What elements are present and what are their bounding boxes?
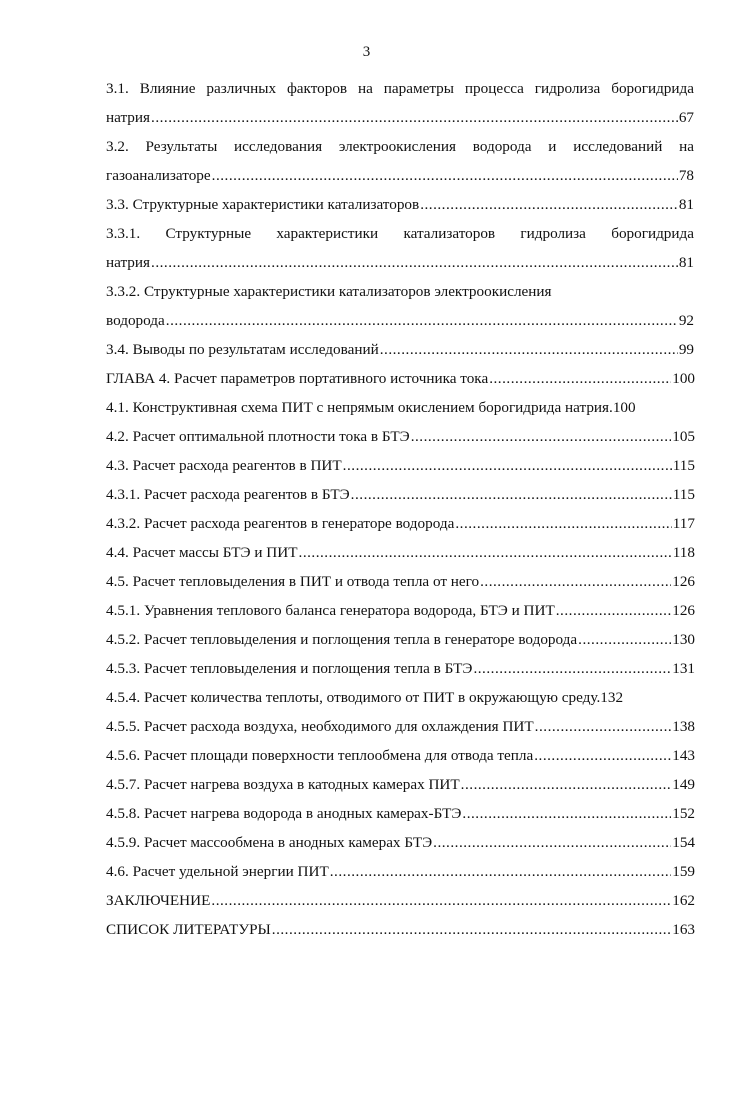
toc-entry-title: 4.5. Расчет тепловыделения в ПИТ и отвода тепла от него: [106, 573, 480, 590]
toc-entry-title: 3.1. Влияние различных факторов на параметры процесса гидролиза борогидрида: [106, 80, 694, 97]
toc-entry-4-4[interactable]: [106, 538, 695, 567]
toc-entry-4-5-1[interactable]: [106, 596, 695, 625]
toc-page-number: 131: [672, 660, 695, 677]
toc-entry-title: 4.6. Расчет удельной энергии ПИТ: [106, 863, 329, 880]
leader-dots: [212, 161, 678, 190]
leader-dots: [420, 190, 678, 219]
leader-dots: [299, 538, 672, 567]
toc-entry-title: 3.4. Выводы по результатам исследований: [106, 341, 379, 358]
toc-entry-4-2[interactable]: [106, 422, 695, 451]
toc-entry-title: ЗАКЛЮЧЕНИЕ: [106, 892, 211, 909]
toc-page-number: 100: [612, 399, 636, 416]
toc-entry-4-5-4[interactable]: [106, 683, 695, 712]
toc-page-number: 130: [672, 631, 695, 648]
toc-entry-title: 4.2. Расчет оптимальной плотности тока в БТЭ: [106, 428, 410, 445]
toc-page-number: 143: [672, 747, 695, 764]
toc-entry-title: 3.3. Структурные характеристики катализаторов: [106, 196, 420, 213]
toc-page-number: 99: [678, 341, 694, 358]
toc-entry-title: 4.4. Расчет массы БТЭ и ПИТ: [106, 544, 298, 561]
toc-entry-3-3-1[interactable]: [106, 219, 694, 277]
toc-entry-title: 4.3.2. Расчет расхода реагентов в генераторе водорода: [106, 515, 455, 532]
toc-page-number: 126: [672, 573, 695, 590]
leader-dots: [473, 654, 671, 683]
toc-entry-4-5-6[interactable]: [106, 741, 695, 770]
toc-entry-title: 4.5.1. Уравнения теплового баланса генератора водорода, БТЭ и ПИТ: [106, 602, 555, 619]
toc-entry-4-3-2[interactable]: [106, 509, 695, 538]
toc-page-number: 163: [672, 921, 695, 938]
toc-entry-title: 4.5.8. Расчет нагрева водорода в анодных камерах-БТЭ: [106, 805, 462, 822]
leader-dots: [534, 741, 671, 770]
toc-page-number: 159: [672, 863, 695, 880]
toc-entry-4-3[interactable]: [106, 451, 695, 480]
toc-page-number: 152: [672, 805, 695, 822]
toc-entry-title: 4.5.2. Расчет тепловыделения и поглощения тепла в генераторе водорода: [106, 631, 578, 648]
toc-entry-chapter-4[interactable]: [106, 364, 695, 393]
toc-page-number: 126: [672, 602, 695, 619]
toc-entry-title: ГЛАВА 4. Расчет параметров портативного источника тока: [106, 370, 489, 387]
toc-entry-title-cont: газоанализаторе: [106, 167, 211, 184]
toc-entry-3-1[interactable]: [106, 74, 694, 132]
toc-entry-4-5-7[interactable]: [106, 770, 695, 799]
toc-entry-title: 4.5.4. Расчет количества теплоты, отводимого от ПИТ в окружающую среду.: [106, 689, 601, 706]
leader-dots: [556, 596, 671, 625]
toc-page-number: 67: [678, 109, 694, 126]
toc-entry-title: 3.3.1. Структурные характеристики катализаторов гидролиза борогидрида: [106, 225, 694, 242]
toc-page-number: 92: [678, 312, 694, 329]
leader-dots: [380, 335, 678, 364]
toc-entry-title-cont: натрия: [106, 109, 151, 126]
leader-dots: [272, 915, 671, 944]
leader-dots: [411, 422, 672, 451]
toc-page-number: 149: [672, 776, 695, 793]
leader-dots: [462, 799, 671, 828]
toc-entry-title: 4.5.9. Расчет массообмена в анодных камерах БТЭ: [106, 834, 433, 851]
toc-entry-4-5-9[interactable]: [106, 828, 695, 857]
toc-page-number: 105: [672, 428, 695, 445]
toc-entry-4-3-1[interactable]: [106, 480, 695, 509]
leader-dots: [151, 248, 678, 277]
toc-entry-references[interactable]: [106, 915, 695, 944]
toc-entry-title: 4.5.6. Расчет площади поверхности теплообмена для отвода тепла: [106, 747, 534, 764]
toc-entry-3-3-2[interactable]: [106, 277, 694, 335]
toc-page-number: 162: [672, 892, 695, 909]
toc-entry-title: 4.5.3. Расчет тепловыделения и поглощения тепла в БТЭ: [106, 660, 473, 677]
toc-page-number: 81: [678, 196, 694, 213]
toc-page-number: 115: [672, 486, 695, 503]
leader-dots: [166, 306, 678, 335]
leader-dots: [535, 712, 672, 741]
leader-dots: [351, 480, 672, 509]
toc-entry-4-1[interactable]: [106, 393, 695, 422]
leader-dots: [578, 625, 671, 654]
toc-entry-title: 3.2. Результаты исследования электроокисления водорода и исследований на: [106, 138, 694, 155]
toc-entry-4-5[interactable]: [106, 567, 695, 596]
leader-dots: [330, 857, 671, 886]
toc-entry-4-5-8[interactable]: [106, 799, 695, 828]
toc-entry-title-cont: натрия: [106, 254, 151, 271]
toc-page-number: 138: [672, 718, 695, 735]
leader-dots: [480, 567, 671, 596]
leader-dots: [151, 103, 678, 132]
toc-page-number: 115: [672, 457, 695, 474]
leader-dots: [343, 451, 672, 480]
toc-page-number: 100: [672, 370, 695, 387]
leader-dots: [433, 828, 671, 857]
toc-entry-3-3[interactable]: [106, 190, 694, 219]
toc-page-number: 118: [672, 544, 695, 561]
toc-page-number: 117: [672, 515, 695, 532]
page-number: 3: [362, 44, 371, 60]
toc-entry-3-4[interactable]: [106, 335, 694, 364]
toc-entry-4-5-2[interactable]: [106, 625, 695, 654]
toc-page-number: 154: [672, 834, 695, 851]
toc-entry-title: 4.1. Конструктивная схема ПИТ с непрямым окислением борогидрида натрия.: [106, 399, 613, 416]
leader-dots: [211, 886, 671, 915]
leader-dots: [489, 364, 671, 393]
toc-entry-title-cont: водорода: [106, 312, 165, 329]
toc-entry-title: 4.3.1. Расчет расхода реагентов в БТЭ: [106, 486, 350, 503]
leader-dots: [461, 770, 672, 799]
toc-entry-title: 3.3.2. Структурные характеристики катализаторов электроокисления: [106, 283, 552, 300]
toc-entry-4-5-3[interactable]: [106, 654, 695, 683]
toc-entry-title: СПИСОК ЛИТЕРАТУРЫ: [106, 921, 271, 938]
toc-page-number: 81: [678, 254, 694, 271]
toc-entry-4-5-5[interactable]: [106, 712, 695, 741]
toc-page-number: 132: [600, 689, 624, 706]
toc-entry-title: 4.5.7. Расчет нагрева воздуха в катодных камерах ПИТ: [106, 776, 460, 793]
toc-entry-conclusion[interactable]: [106, 886, 695, 915]
toc-page-number: 78: [678, 167, 694, 184]
toc-entry-title: 4.3. Расчет расхода реагентов в ПИТ: [106, 457, 342, 474]
toc-entry-3-2[interactable]: [106, 132, 694, 190]
toc-entry-4-6[interactable]: [106, 857, 695, 886]
toc-entry-title: 4.5.5. Расчет расхода воздуха, необходимого для охлаждения ПИТ: [106, 718, 534, 735]
leader-dots: [455, 509, 671, 538]
